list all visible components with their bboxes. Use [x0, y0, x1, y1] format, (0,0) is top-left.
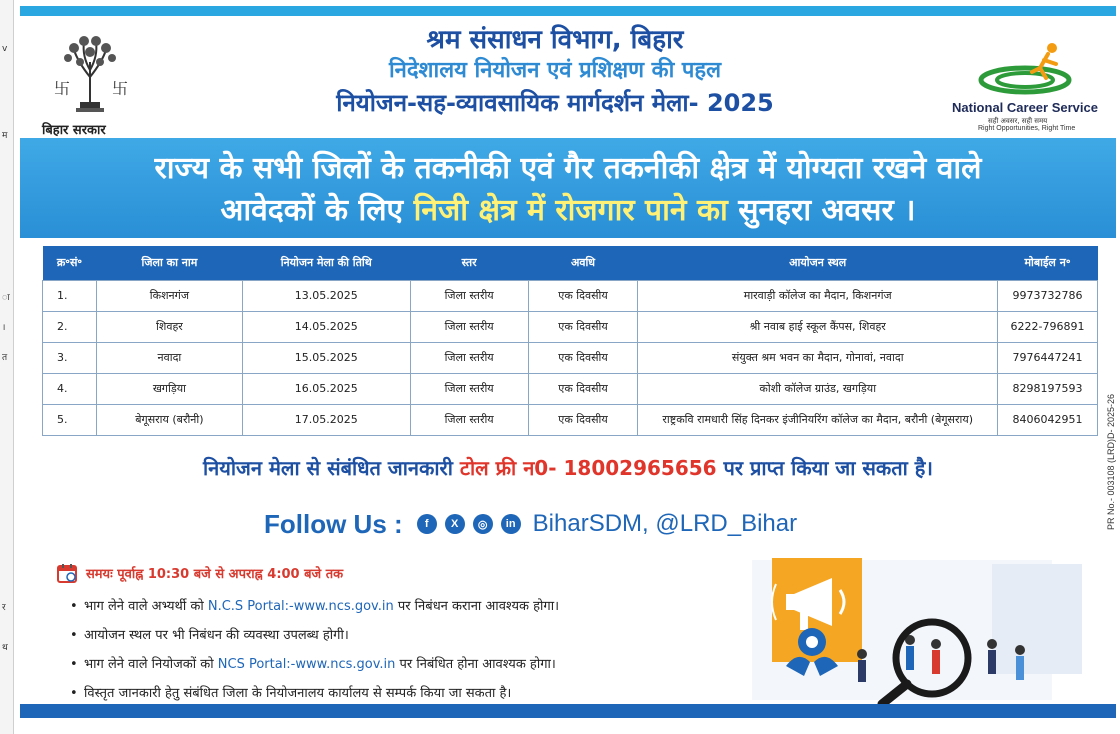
cell-district: खगड़िया: [96, 373, 242, 404]
cell-date: 15.05.2025: [242, 342, 410, 373]
margin-char: ।: [2, 323, 6, 333]
margin-char: त: [2, 353, 8, 363]
banner-line-2-start: आवेदकों के लिए: [220, 193, 414, 228]
instructions: [56, 562, 756, 708]
cell-duration: एक दिवसीय: [528, 373, 638, 404]
cell-venue: राष्ट्रकवि रामधारी सिंह दिनकर इंजीनियरिंग कॉलेज का मैदान, बरौनी (बेगूसराय): [638, 404, 998, 435]
cell-district: किशनगंज: [96, 280, 242, 311]
cell-mobile: 7976447241: [998, 342, 1098, 373]
linkedin-icon[interactable]: in: [501, 514, 521, 534]
cell-date: 17.05.2025: [242, 404, 410, 435]
ncs-emblem-icon: [940, 38, 1110, 98]
cell-district: नवादा: [96, 342, 242, 373]
header: [20, 16, 1116, 138]
instruction-text: भाग लेने वाले नियोजकों को: [84, 657, 218, 672]
calendar-icon: [56, 562, 78, 584]
event-title: नियोजन-सह-व्यावसायिक मार्गदर्शन मेला- 2025: [336, 89, 774, 117]
ncs-portal-link[interactable]: NCS Portal:-www.ncs.gov.in: [217, 657, 396, 672]
cell-level: जिला स्तरीय: [410, 404, 528, 435]
column-header: क्र॰सं॰: [43, 246, 97, 280]
cell-venue: मारवाड़ी कॉलेज का मैदान, किशनगंज: [638, 280, 998, 311]
table-row: [43, 404, 1098, 435]
cell-serial: 5.: [43, 404, 97, 435]
ncs-tagline-hindi: सही अवसर, सही समय: [988, 117, 1048, 125]
list-item: [84, 592, 756, 621]
toll-free-number: टोल फ्री न0- 18002965656: [459, 456, 717, 480]
cell-date: 13.05.2025: [242, 280, 410, 311]
cell-duration: एक दिवसीय: [528, 311, 638, 342]
ncs-logo: [940, 38, 1110, 132]
header-titles: [210, 24, 900, 120]
banner-line-2-end: सुनहरा अवसर ।: [727, 193, 916, 228]
advertisement: [20, 6, 1116, 718]
facebook-icon[interactable]: f: [417, 514, 437, 534]
banner-line-1: राज्य के सभी जिलों के तकनीकी एवं गैर तकनीकी क्षेत्र में योग्यता रखने वाले: [154, 151, 982, 186]
cell-district: शिवहर: [96, 311, 242, 342]
newspaper-margin-strip: [0, 0, 14, 734]
banner-highlight: निजी क्षेत्र में रोजगार पाने का: [413, 193, 728, 228]
instruction-text: विस्तृत जानकारी हेतु संबंधित जिला के नियोजनालय कार्यालय से सम्पर्क किया जा सकता है।: [84, 686, 512, 701]
ncs-tagline: Right Opportunities, Right Time: [978, 125, 1076, 132]
table-row: [43, 373, 1098, 404]
x-icon[interactable]: X: [445, 514, 465, 534]
toll-free-text: नियोजन मेला से संबंधित जानकारी: [202, 456, 460, 480]
svg-text:卐: 卐: [112, 79, 129, 98]
ncs-name: National Career Service: [952, 100, 1098, 115]
bihar-emblem-icon: [40, 32, 140, 122]
margin-char: ा: [2, 293, 10, 303]
ncs-portal-link[interactable]: N.C.S Portal:-www.ncs.gov.in: [207, 599, 394, 614]
svg-text:卐: 卐: [54, 79, 71, 98]
cell-date: 14.05.2025: [242, 311, 410, 342]
table-row: [43, 342, 1098, 373]
instruction-text: आयोजन स्थल पर भी निबंधन की व्यवस्था उपलब्ध होगी।: [84, 628, 349, 643]
cell-mobile: 6222-796891: [998, 311, 1098, 342]
column-header: नियोजन मेला की तिथि: [242, 246, 410, 280]
margin-char: र: [2, 603, 6, 613]
cell-level: जिला स्तरीय: [410, 311, 528, 342]
follow-us-label: Follow Us :: [264, 508, 403, 539]
cell-district: बेगूसराय (बरौनी): [96, 404, 242, 435]
cell-duration: एक दिवसीय: [528, 404, 638, 435]
column-header: मोबाईल न॰: [998, 246, 1098, 280]
table-header-row: [43, 246, 1098, 280]
directorate-subtitle: निदेशालय नियोजन एवं प्रशिक्षण की पहल: [388, 58, 722, 83]
cell-mobile: 8406042951: [998, 404, 1098, 435]
bottom-accent-bar: [20, 704, 1116, 718]
cell-serial: 1.: [43, 280, 97, 311]
cell-venue: संयुक्त श्रम भवन का मैदान, गोनावां, नवादा: [638, 342, 998, 373]
emblem-label: बिहार सरकार: [42, 123, 106, 138]
list-item: [84, 650, 756, 679]
toll-free-text-end: पर प्राप्त किया जा सकता है।: [716, 456, 933, 480]
instruction-text-end: पर निबंधन कराना आवश्यक होगा।: [393, 599, 559, 614]
cell-level: जिला स्तरीय: [410, 342, 528, 373]
cell-level: जिला स्तरीय: [410, 280, 528, 311]
instruction-text: भाग लेने वाले अभ्यर्थी को: [84, 599, 208, 614]
margin-char: थ: [2, 643, 8, 653]
social-handles: BiharSDM, @LRD_Bihar: [532, 510, 798, 537]
headline-banner: [20, 138, 1116, 238]
instruction-text-end: पर निबंधित होना आवश्यक होगा।: [395, 657, 556, 672]
toll-free-info: [20, 454, 1116, 481]
cell-level: जिला स्तरीय: [410, 373, 528, 404]
margin-char: v: [2, 44, 8, 54]
follow-us: [264, 504, 797, 544]
column-header: स्तर: [410, 246, 528, 280]
margin-char: म: [2, 131, 8, 141]
cell-duration: एक दिवसीय: [528, 280, 638, 311]
top-accent-bar: [20, 6, 1116, 16]
cell-duration: एक दिवसीय: [528, 342, 638, 373]
column-header: जिला का नाम: [96, 246, 242, 280]
department-title: श्रम संसाधन विभाग, बिहार: [426, 25, 684, 55]
column-header: आयोजन स्थल: [638, 246, 998, 280]
instruction-list: [56, 592, 756, 708]
cell-serial: 3.: [43, 342, 97, 373]
cell-mobile: 9973732786: [998, 280, 1098, 311]
table-row: [43, 280, 1098, 311]
banner-line-2: [20, 190, 1116, 232]
timing-line: [56, 562, 756, 584]
recruitment-illustration: [732, 554, 1092, 706]
schedule-table: [42, 246, 1098, 438]
table-row: [43, 311, 1098, 342]
cell-serial: 2.: [43, 311, 97, 342]
cell-venue: श्री नवाब हाई स्कूल कैंपस, शिवहर: [638, 311, 998, 342]
cell-date: 16.05.2025: [242, 373, 410, 404]
column-header: अवधि: [528, 246, 638, 280]
list-item: [84, 621, 756, 650]
instagram-icon[interactable]: ◎: [473, 514, 493, 534]
cell-mobile: 8298197593: [998, 373, 1098, 404]
timing-text: समयः पूर्वाह्न 10:30 बजे से अपराह्न 4:00 बजे तक: [86, 567, 344, 582]
cell-venue: कोशी कॉलेज ग्राउंड, खगड़िया: [638, 373, 998, 404]
cell-serial: 4.: [43, 373, 97, 404]
pr-number-text: PR No.- 003108 (LRD)D- 2025-26: [1106, 393, 1116, 530]
